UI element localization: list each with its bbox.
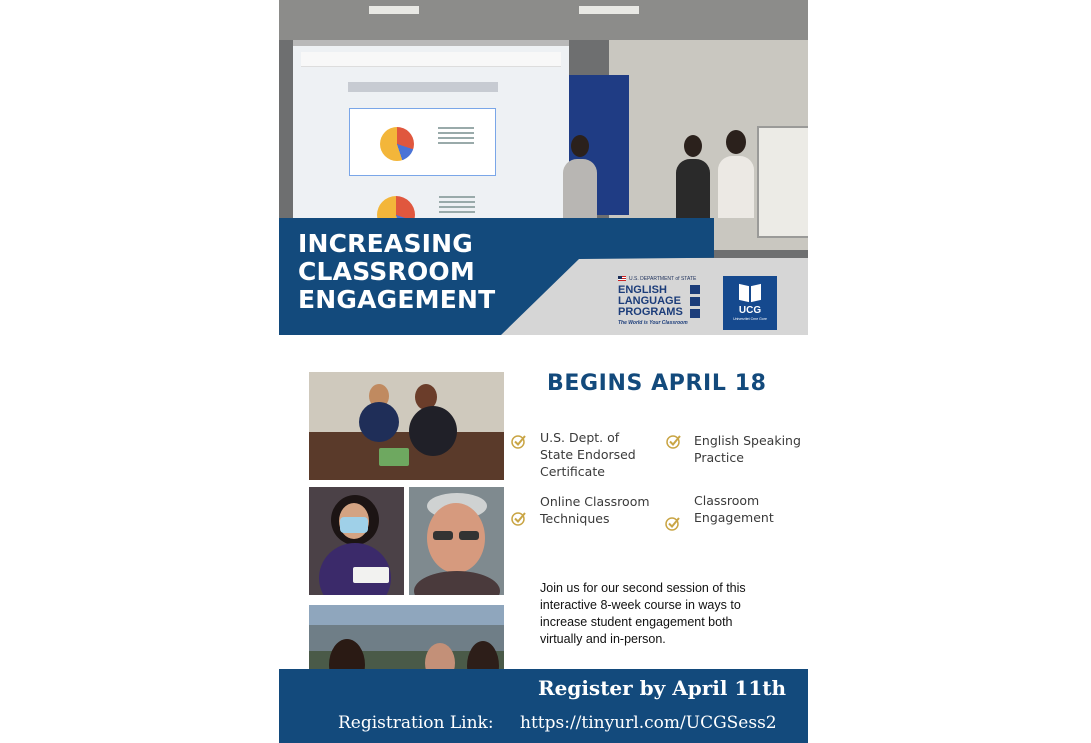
course-description: Join us for our second session of this interactive 8-week course in ways to increase student engagement both virtually and in-person. xyxy=(540,581,746,646)
logo-tagline: The World is Your Classroom xyxy=(618,320,688,326)
us-flag-icon xyxy=(618,276,626,281)
photo-woman-masked xyxy=(309,487,404,595)
flyer xyxy=(279,0,808,743)
ucg-subtitle: Univerzitet Crne Gore xyxy=(733,317,767,321)
slide-question xyxy=(348,82,498,92)
logo-squares-icon xyxy=(690,285,700,318)
feature-speaking-practice: English Speaking Practice xyxy=(694,433,801,465)
register-deadline: Register by April 11th xyxy=(538,676,787,700)
chart-box xyxy=(349,108,496,176)
photo-two-women-table xyxy=(309,372,504,480)
registration-link-label: Registration Link: xyxy=(338,713,494,733)
book-icon xyxy=(738,285,762,303)
whiteboard xyxy=(757,126,808,238)
english-language-programs-logo xyxy=(618,276,708,330)
checkmark-icon xyxy=(511,433,527,449)
ucg-logo xyxy=(723,276,777,330)
photo-smiling-man xyxy=(409,487,504,595)
ceiling-light xyxy=(579,6,639,14)
checkmark-icon xyxy=(665,515,681,531)
projector-screen xyxy=(293,40,569,226)
logo-words: ENGLISH LANGUAGE PROGRAMS xyxy=(618,284,683,318)
checkmark-icon xyxy=(511,510,527,526)
begins-date-heading: BEGINS APRIL 18 xyxy=(547,371,767,396)
pie-chart xyxy=(380,127,414,161)
browser-bar xyxy=(301,52,561,67)
chart-legend xyxy=(439,196,475,214)
feature-classroom-engagement: Classroom Engagement xyxy=(694,493,774,525)
registration-link[interactable]: https://tinyurl.com/UCGSess2 xyxy=(520,713,777,733)
checkmark-icon xyxy=(666,433,682,449)
flyer-title: INCREASING CLASSROOM ENGAGEMENT xyxy=(298,229,496,314)
chart-legend xyxy=(438,127,474,145)
logo-department: U.S. DEPARTMENT of STATE xyxy=(629,276,697,282)
ceiling xyxy=(279,0,808,40)
ceiling-light xyxy=(369,6,419,14)
feature-online-techniques: Online Classroom Techniques xyxy=(540,494,650,526)
feature-certificate: U.S. Dept. of State Endorsed Certificate xyxy=(540,430,636,479)
ucg-name: UCG xyxy=(738,305,762,316)
